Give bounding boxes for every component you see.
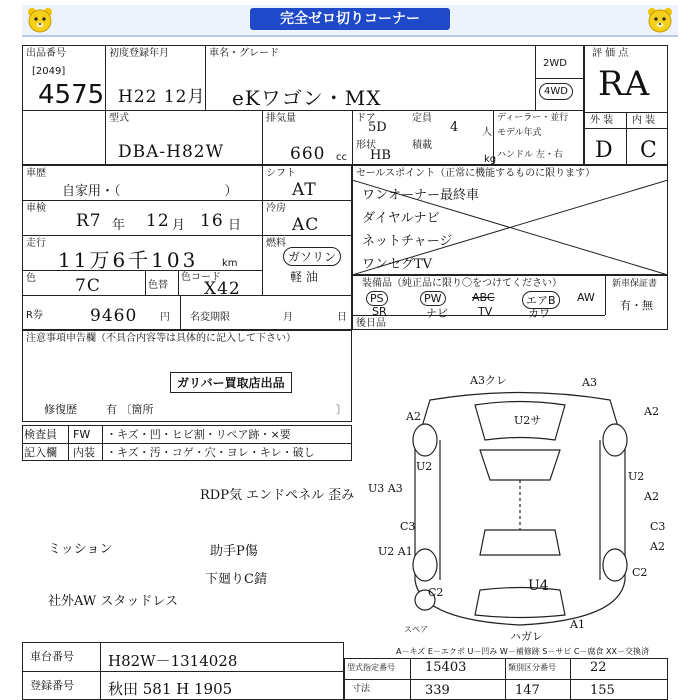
dimension-length: 339 bbox=[425, 683, 450, 698]
damage-mark: U2 A1 bbox=[378, 545, 413, 558]
model-value: eKワゴン・MX bbox=[232, 86, 382, 110]
damage-mark: A2 bbox=[650, 540, 665, 553]
remark: ミッション bbox=[48, 542, 113, 557]
disp-label: 排気量 bbox=[266, 113, 296, 124]
damage-mark: U4 bbox=[528, 578, 549, 594]
door-label: ドア bbox=[356, 113, 376, 124]
ext-value: D bbox=[595, 138, 614, 163]
sales-point: ワンセグTV bbox=[362, 257, 433, 272]
name-change-day: 日 bbox=[337, 312, 347, 323]
class-code-value: 22 bbox=[590, 660, 607, 675]
name-change-month: 月 bbox=[283, 312, 293, 323]
color-change-label: 色替 bbox=[148, 280, 168, 291]
equip-navi: ナビ bbox=[426, 307, 448, 320]
fuel-label: 燃料 bbox=[266, 238, 286, 249]
cap-label: 定員 bbox=[412, 113, 432, 124]
sales-point: ダイヤルナビ bbox=[362, 211, 440, 226]
fuel-gasoline: ガソリン bbox=[283, 247, 341, 266]
dealer-stamp: ガリバー買取店出品 bbox=[170, 372, 292, 393]
model-code-label: 型式指定番号 bbox=[347, 663, 395, 672]
mileage-unit: km bbox=[222, 258, 238, 269]
equip-leather: カワ bbox=[528, 307, 550, 320]
reg-value: H22 12月 bbox=[118, 87, 206, 107]
sales-label: セールスポイント（正常に機能するものに限ります） bbox=[356, 168, 596, 179]
damage-mark: C3 bbox=[400, 520, 416, 533]
equip-pw: PW bbox=[420, 291, 446, 306]
damage-mark: U2サ bbox=[514, 414, 542, 427]
model-code-value: 15403 bbox=[425, 660, 467, 675]
mileage-label: 走行 bbox=[26, 238, 46, 249]
inspector-row1-head: FW bbox=[73, 428, 91, 441]
color-code-value: X42 bbox=[204, 279, 241, 299]
cap-unit: 人 bbox=[482, 127, 492, 138]
load-label: 積載 bbox=[412, 140, 432, 151]
remark: RDP気 エンドペネル 歪み bbox=[200, 488, 355, 503]
shift-label: シフト bbox=[266, 168, 296, 179]
inspection-month-unit: 月 bbox=[172, 218, 186, 233]
damage-mark: A1 bbox=[570, 618, 585, 631]
inspection-label: 車検 bbox=[26, 203, 46, 214]
type-label: 型式 bbox=[109, 113, 129, 124]
equip-abs: ABC bbox=[472, 291, 495, 304]
damage-mark: A2 bbox=[644, 405, 659, 418]
inspection-day: 16 bbox=[200, 211, 224, 231]
inspector-row2: ・キズ・汚・コゲ・穴・ヨレ・キレ・破し bbox=[106, 446, 315, 459]
ext-label: 外 装 bbox=[590, 115, 614, 126]
damage-mark: C3 bbox=[650, 520, 666, 533]
disp-value: 660 bbox=[290, 144, 326, 164]
reg-number-value: 秋田 581 H 1905 bbox=[108, 680, 233, 698]
recycle-unit: 円 bbox=[160, 312, 170, 323]
remark: 社外AW スタッドレス bbox=[48, 594, 178, 609]
damage-mark: C2 bbox=[428, 586, 444, 599]
lot-label: 出品番号 bbox=[26, 48, 66, 59]
grade-value: RA bbox=[598, 64, 651, 104]
banner-title: 完全ゼロ切りコーナー bbox=[22, 8, 678, 32]
spare-label: スペア bbox=[404, 625, 428, 634]
color-code-label: 色コード bbox=[181, 272, 221, 283]
grade-label: 評 価 点 bbox=[592, 48, 629, 59]
load-unit: kg bbox=[484, 154, 497, 165]
fwd-label: 4WD bbox=[539, 83, 573, 100]
inspector-label-1: 検査員 bbox=[24, 428, 57, 441]
model-label: 車名・グレード bbox=[209, 48, 279, 59]
inspection-month: 12 bbox=[146, 211, 170, 231]
equip-ps: PS bbox=[366, 291, 388, 306]
damage-mark: U3 A3 bbox=[368, 482, 403, 495]
sales-point: ネットチャージ bbox=[362, 234, 453, 249]
history-label: 車歴 bbox=[26, 168, 46, 179]
name-change-label: 名変期限 bbox=[190, 312, 230, 323]
shape-label: 形状 bbox=[356, 140, 376, 151]
equip-sr: SR bbox=[372, 305, 387, 318]
dimension-width: 147 bbox=[515, 683, 540, 698]
door-value: 5D bbox=[368, 120, 387, 135]
damage-mark: U2 bbox=[628, 470, 645, 483]
banner bbox=[22, 5, 678, 37]
type-value: DBA-H82W bbox=[118, 142, 225, 162]
handle-label: ハンドル 左・右 bbox=[497, 150, 563, 160]
model-year-label: モデル年式 bbox=[497, 128, 542, 138]
dealer-label: ディーラー・並行 bbox=[497, 113, 569, 123]
chassis-label: 車台番号 bbox=[30, 650, 74, 663]
inspector-label-2: 記入欄 bbox=[24, 446, 57, 459]
notes-label: 注意事項申告欄（不具合内容等は具体的に記入して下さい） bbox=[26, 333, 296, 344]
ac-value: AC bbox=[292, 215, 320, 235]
dimension-label: 寸法 bbox=[352, 684, 371, 694]
remark: 助手P傷 bbox=[210, 544, 258, 559]
color-value: 7C bbox=[75, 276, 101, 296]
damage-mark: A2 bbox=[644, 490, 659, 503]
warranty-value: 有・無 bbox=[620, 299, 653, 312]
twd-label: 2WD bbox=[543, 58, 567, 69]
fuel-diesel: 軽 油 bbox=[290, 270, 318, 284]
inspector-row1: ・キズ・凹・ヒビ割・リペア跡・×要 bbox=[106, 428, 291, 441]
shift-value: AT bbox=[292, 180, 317, 200]
ac-label: 冷房 bbox=[266, 203, 286, 214]
equip-aw: AW bbox=[577, 291, 595, 304]
cap-value: 4 bbox=[450, 120, 459, 135]
history-value: 自家用・（ ） bbox=[62, 184, 238, 199]
damage-mark: A3 bbox=[582, 376, 597, 389]
rear-label: 後日品 bbox=[356, 318, 386, 329]
lot-number: 4575 bbox=[38, 80, 105, 110]
bear-mascot-icon bbox=[646, 6, 674, 34]
damage-mark: A3クレ bbox=[470, 374, 507, 387]
equip-airbag: エアB bbox=[522, 291, 560, 309]
reg-label: 初度登録年月 bbox=[109, 48, 169, 59]
damage-mark: U2 bbox=[416, 460, 433, 473]
recycle-label: R券 bbox=[26, 310, 43, 321]
mileage-value: 11万6千103 bbox=[58, 248, 199, 272]
chassis-value: H82W－1314028 bbox=[108, 652, 238, 670]
inspection-year-unit: 年 bbox=[112, 218, 126, 233]
inspection-day-unit: 日 bbox=[228, 218, 242, 233]
sales-point: ワンオーナー最終車 bbox=[362, 188, 480, 203]
equipment-label: 装備品（純正品に限り〇をつけてください） bbox=[362, 278, 562, 289]
reg-number-label: 登録番号 bbox=[30, 679, 74, 692]
damage-mark: C2 bbox=[632, 566, 648, 579]
repair-value: 有 〔箇所 bbox=[106, 403, 154, 416]
damage-mark: A2 bbox=[406, 410, 421, 423]
shape-value: HB bbox=[370, 148, 391, 163]
recycle-value: 9460 bbox=[90, 306, 138, 326]
int-value: C bbox=[640, 138, 658, 163]
repair-label: 修復歴 bbox=[44, 403, 77, 416]
damage-mark: ハガレ bbox=[510, 630, 543, 643]
dimension-height: 155 bbox=[590, 683, 615, 698]
lot-small: [2049] bbox=[32, 66, 66, 77]
inspection-prefix: R7 bbox=[76, 211, 102, 231]
damage-legend: A－キズ E－エクボ U－凹み W－補修跡 S－サビ C－腐食 XX－交換済 bbox=[396, 647, 650, 656]
class-code-label: 類別区分番号 bbox=[508, 663, 556, 672]
int-label: 内 装 bbox=[632, 115, 656, 126]
remark: 下廻りC錆 bbox=[205, 572, 267, 587]
repair-close: 〕 bbox=[336, 403, 347, 416]
equip-tv: TV bbox=[478, 305, 493, 318]
inspector-row2-head: 内装 bbox=[73, 446, 95, 459]
warranty-label: 新車保証書 bbox=[612, 279, 658, 289]
color-label: 色 bbox=[26, 273, 36, 284]
disp-unit: cc bbox=[336, 152, 347, 163]
